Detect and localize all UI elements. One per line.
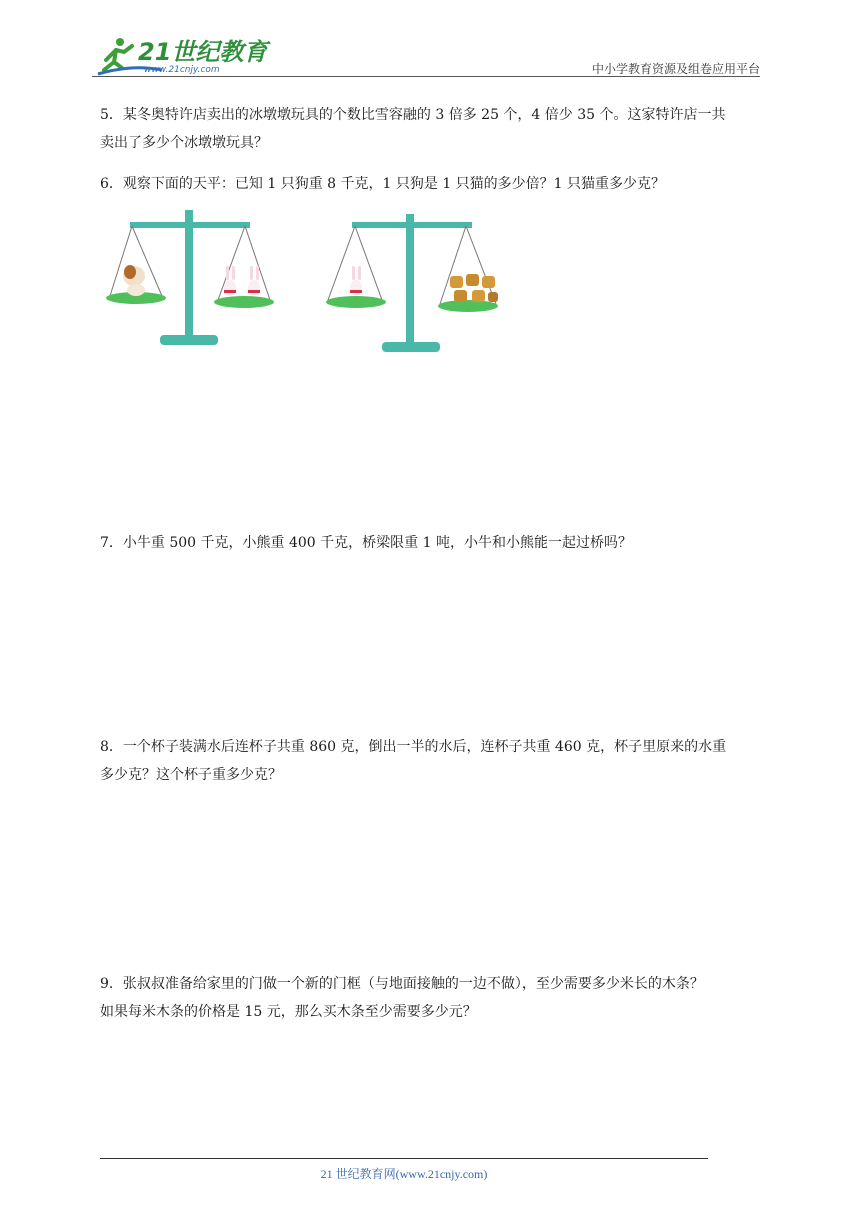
question-6-line-1: 6．观察下面的天平：已知 1 只狗重 8 千克，1 只狗是 1 只猫的多少倍？1 只猫重多少克？	[100, 176, 666, 192]
dog-icon	[123, 265, 145, 296]
rabbit-icon	[248, 266, 260, 296]
question-5	[100, 101, 760, 157]
footer-link[interactable]: 21 世纪教育网(www.21cnjy.com)	[320, 1167, 488, 1181]
question-8-line-1: 8．一个杯子装满水后连杯子共重 860 克，倒出一半的水后，连杯子共重 460 克，杯子里原来的水重	[100, 739, 727, 755]
question-8-line-2: 多少克？这个杯子重多少克？	[100, 767, 282, 783]
cats-icon	[450, 274, 498, 302]
question-9	[100, 970, 760, 1026]
question-5-line-1: 5．某冬奥特许店卖出的冰墩墩玩具的个数比雪容融的 3 倍多 25 个，4 倍少 35 个。这家特许店一共	[100, 107, 726, 123]
svg-text:www.21cnjy.com: www.21cnjy.com	[144, 65, 220, 75]
question-6	[100, 170, 760, 198]
balance-scale-right	[326, 214, 498, 352]
site-logo	[92, 30, 272, 78]
balance-scales-figure	[100, 208, 540, 353]
rabbit-icon	[224, 266, 236, 296]
question-7-line-1: 7．小牛重 500 千克，小熊重 400 千克，桥梁限重 1 吨，小牛和小熊能一起过桥吗？	[100, 535, 632, 551]
rabbit-icon	[350, 266, 362, 296]
footer-divider	[100, 1158, 708, 1159]
balance-scale-left	[106, 210, 274, 345]
question-9-line-2: 如果每米木条的价格是 15 元，那么买木条至少需要多少元？	[100, 1004, 477, 1020]
question-7	[100, 529, 760, 557]
svg-text:21世纪教育: 21世纪教育	[138, 38, 268, 66]
header-slogan: 中小学教育资源及组卷应用平台	[591, 62, 760, 76]
page-header	[92, 30, 760, 78]
question-5-line-2: 卖出了多少个冰墩墩玩具？	[100, 135, 268, 151]
question-9-line-1: 9．张叔叔准备给家里的门做一个新的门框（与地面接触的一边不做），至少需要多少米长的木条？	[100, 976, 704, 992]
question-8	[100, 733, 760, 789]
header-divider	[92, 76, 760, 77]
